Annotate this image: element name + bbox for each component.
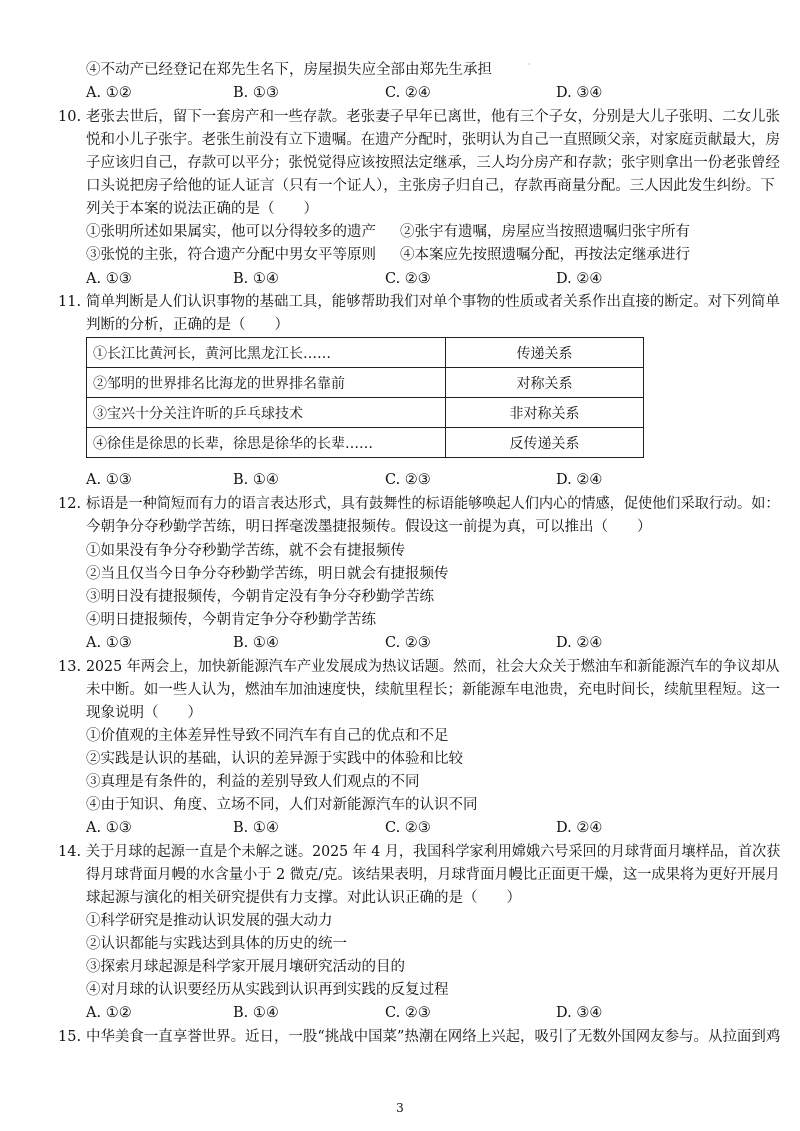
- q12-option-1: ①如果没有争分夺秒勤学苦练，就不会有捷报频传: [86, 543, 405, 559]
- q9-choice-c[interactable]: C. ②④: [385, 85, 431, 101]
- q12-choice-a[interactable]: A. ①③: [86, 635, 132, 651]
- q13-stem-line-3: 现象说明（ ）: [86, 705, 202, 721]
- q10-choice-a[interactable]: A. ①③: [86, 271, 132, 287]
- q14-option-2: ②认识都能与实践达到具体的历史的统一: [86, 936, 347, 952]
- q13-choices: [86, 818, 766, 838]
- q9-choice-b[interactable]: B. ①③: [233, 85, 279, 101]
- q9-choice-a[interactable]: A. ①②: [86, 85, 132, 101]
- page-number: 3: [396, 1101, 404, 1115]
- q13-choice-a[interactable]: A. ①③: [86, 820, 132, 836]
- q14-choice-a[interactable]: A. ①②: [86, 1005, 132, 1021]
- q14-option-4: ④对月球的认识要经历从实践到认识再到实践的反复过程: [86, 982, 449, 998]
- q10-stem-line-3: 子应该归自己，存款可以平分；张悦觉得应该按照法定继承，三人均分房产和存款；张宇则拿出一份老张曾经: [86, 155, 780, 171]
- q12-stem-line-1: 标语是一种简短而有力的语言表达形式，具有鼓舞性的标语能够唤起人们内心的情感，促使他们采取行动。如：: [86, 496, 780, 512]
- q12-stem-line-2: 今朝争分夺秒勤学苦练，明日挥毫泼墨捷报频传。假设这一前提为真，可以推出（ ）: [86, 519, 652, 535]
- q14-choice-b[interactable]: B. ①④: [233, 1005, 279, 1021]
- q13-option-2: ②实践是认识的基础，认识的差异源于实践中的体验和比较: [86, 751, 463, 767]
- q14-number: 14.: [58, 844, 82, 860]
- q13-choice-d[interactable]: D. ②④: [556, 820, 603, 836]
- q14-stem-line-3: 球起源与演化的相关研究提供有力支撑。对此认识正确的是（ ）: [86, 890, 521, 906]
- table-row: [87, 428, 644, 458]
- q12-choice-c[interactable]: C. ②③: [385, 635, 431, 651]
- scan-mark: ·: [528, 60, 531, 69]
- q11-stem-line-1: 简单判断是人们认识事物的基础工具，能够帮助我们对单个事物的性质或者关系作出直接的断定。对下列简单: [86, 294, 780, 310]
- q13-number: 13.: [58, 659, 82, 675]
- q14-choice-c[interactable]: C. ②③: [385, 1005, 431, 1021]
- table-row: [87, 398, 644, 428]
- q10-choice-d[interactable]: D. ②④: [556, 271, 603, 287]
- q11-choice-d[interactable]: D. ②④: [556, 472, 603, 488]
- q13-option-1: ①价值观的主体差异性导致不同汽车有自己的优点和不足: [86, 728, 449, 744]
- q12-option-4: ④明日捷报频传，今朝肯定争分夺秒勤学苦练: [86, 612, 376, 628]
- q13-stem-line-2: 未中断。如一些人认为，燃油车加油速度快，续航里程长；新能源车电池贵，充电时间长，续航里程短。这一: [86, 682, 780, 698]
- q11-choice-b[interactable]: B. ①④: [233, 472, 279, 488]
- q11-choice-c[interactable]: C. ②③: [385, 472, 431, 488]
- q13-choice-c[interactable]: C. ②③: [385, 820, 431, 836]
- q11-stem-line-2: 判断的分析，正确的是（ ）: [86, 317, 289, 333]
- q11-number: 11.: [58, 294, 82, 310]
- q10-choice-b[interactable]: B. ①④: [233, 271, 279, 287]
- q14-choice-d[interactable]: D. ③④: [556, 1005, 603, 1021]
- q14-option-1: ①科学研究是推动认识发展的强大动力: [86, 913, 333, 929]
- q15-number: 15.: [58, 1029, 82, 1045]
- q10-number: 10.: [58, 109, 82, 125]
- q10-choices: [86, 269, 766, 289]
- q10-option-4: ④本案应先按照遗嘱分配，再按法定继承进行: [400, 247, 690, 263]
- q13-choice-b[interactable]: B. ①④: [233, 820, 279, 836]
- q13-option-4: ④由于知识、角度、立场不同，人们对新能源汽车的认识不同: [86, 797, 478, 813]
- q12-option-3: ③明日没有捷报频传，今朝肯定没有争分夺秒勤学苦练: [86, 589, 434, 605]
- q13-stem-line-1: 2025 年两会上，加快新能源汽车产业发展成为热议话题。然而，社会大众关于燃油车和新能源汽车的争议却从: [86, 659, 780, 675]
- q9-choices: [86, 83, 766, 103]
- q10-option-2: ②张宇有遗嘱，房屋应当按照遗嘱归张宇所有: [400, 224, 690, 240]
- q14-choices: [86, 1003, 766, 1023]
- q9-option-4: ④不动产已经登记在郑先生名下，房屋损失应全部由郑先生承担: [86, 62, 492, 78]
- q12-choice-d[interactable]: D. ②④: [556, 635, 603, 651]
- q14-option-3: ③探索月球起源是科学家开展月壤研究活动的目的: [86, 959, 405, 975]
- q11-choices: [86, 470, 766, 490]
- table-cell-relation: 对称关系: [446, 368, 644, 398]
- q12-number: 12.: [58, 496, 82, 512]
- q10-stem-line-5: 列关于本案的说法正确的是（ ）: [86, 201, 318, 217]
- q11-relation-table: [86, 337, 644, 458]
- table-row: [87, 338, 644, 368]
- q12-option-2: ②当且仅当今日争分夺秒勤学苦练，明日就会有捷报频传: [86, 566, 449, 582]
- q10-stem-line-4: 口头说把房子给他的证人证言（只有一个证人），主张房子归自己，存款再商量分配。三人因此发生纠纷。下: [86, 178, 775, 194]
- q10-option-3: ③张悦的主张，符合遗产分配中男女平等原则: [86, 247, 376, 263]
- q11-choice-a[interactable]: A. ①③: [86, 472, 132, 488]
- table-cell-statement: ②邹明的世界排名比海龙的世界排名靠前: [87, 368, 446, 398]
- table-row: [87, 368, 644, 398]
- table-cell-relation: 传递关系: [446, 338, 644, 368]
- q14-stem-line-2: 得月球背面月幔的水含量小于 2 微克/克。该结果表明，月球背面月幔比正面更干燥，这一成果将为更好开展月: [86, 867, 780, 883]
- table-cell-relation: 非对称关系: [446, 398, 644, 428]
- q9-choice-d[interactable]: D. ③④: [556, 85, 603, 101]
- q10-option-1: ①张明所述如果属实，他可以分得较多的遗产: [86, 224, 376, 240]
- table-cell-statement: ③宝兴十分关注许昕的乒乓球技术: [87, 398, 446, 428]
- q10-stem-line-2: 悦和小儿子张宇。老张生前没有立下遗嘱。在遗产分配时，张明认为自己一直照顾父亲，对家庭贡献最大，房: [86, 132, 780, 148]
- table-cell-relation: 反传递关系: [446, 428, 644, 458]
- q12-choice-b[interactable]: B. ①④: [233, 635, 279, 651]
- q15-stem-line-1: 中华美食一直享誉世界。近日，一股“挑战中国菜”热潮在网络上兴起，吸引了无数外国网友参与。从拉面到鸡: [86, 1029, 781, 1045]
- table-cell-statement: ④徐佳是徐思的长辈，徐思是徐华的长辈……: [87, 428, 446, 458]
- table-cell-statement: ①长江比黄河长，黄河比黑龙江长……: [87, 338, 446, 368]
- q14-stem-line-1: 关于月球的起源一直是个未解之谜。2025 年 4 月，我国科学家利用嫦娥六号采回的月球背面月壤样品，首次获: [86, 844, 781, 860]
- q10-choice-c[interactable]: C. ②③: [385, 271, 431, 287]
- q13-option-3: ③真理是有条件的，利益的差别导致人们观点的不同: [86, 774, 420, 790]
- q12-choices: [86, 633, 766, 653]
- q10-stem-line-1: 老张去世后，留下一套房产和一些存款。老张妻子早年已离世，他有三个子女，分别是大儿子张明、二女儿张: [86, 109, 780, 125]
